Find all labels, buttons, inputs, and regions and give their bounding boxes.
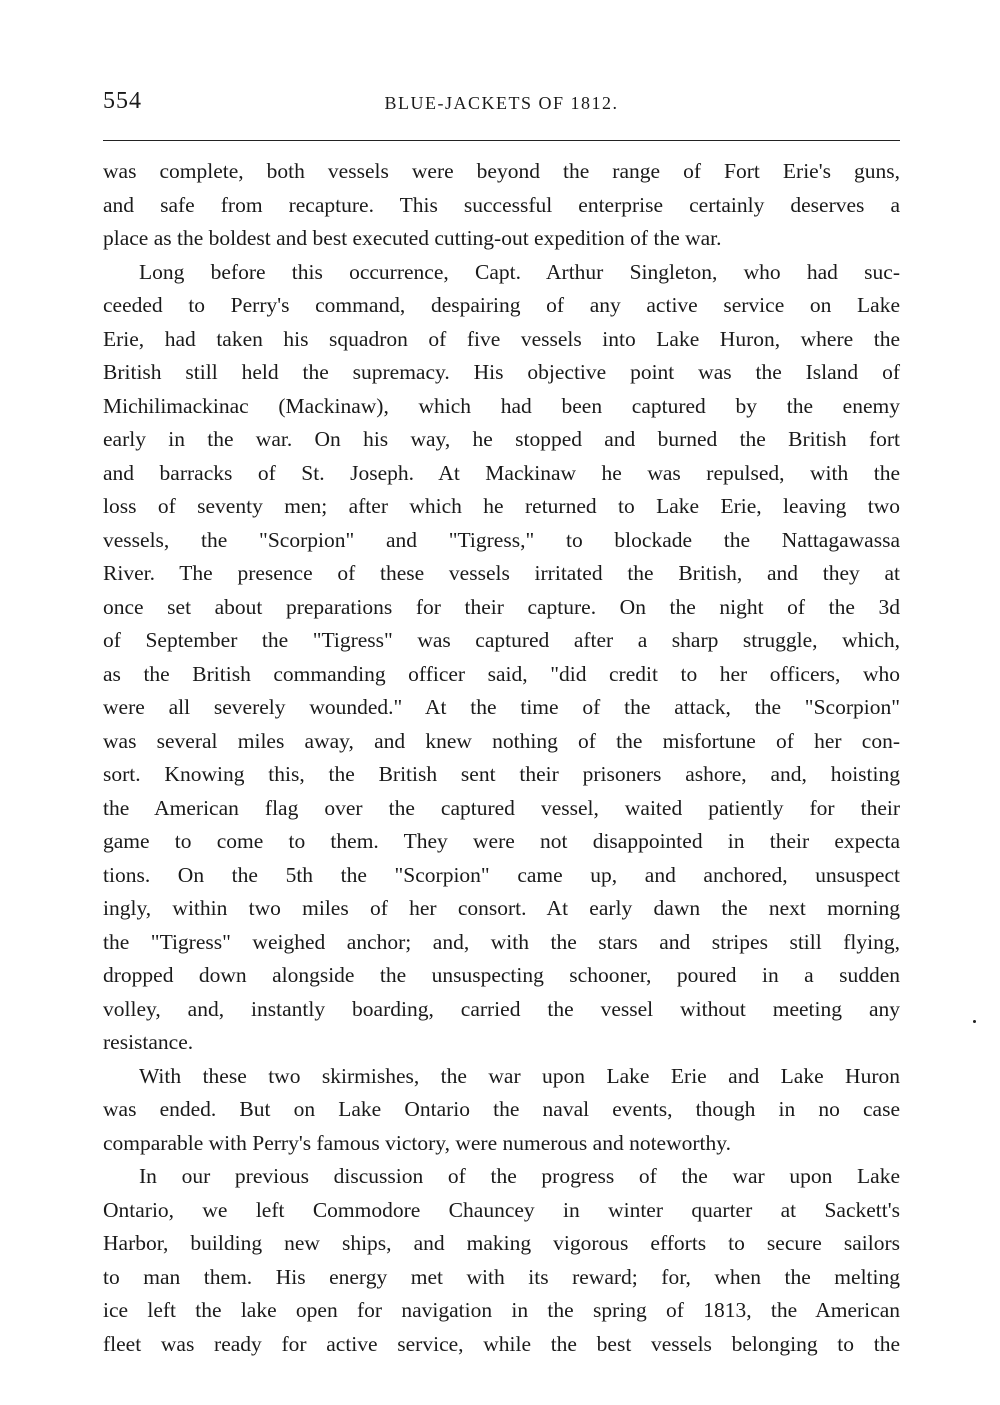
page-number: 554 (103, 88, 142, 114)
text-line: were all severely wounded." At the time of the attack, the "Scorpion" (103, 695, 900, 719)
text-line: resistance. (103, 1030, 194, 1054)
text-line: British still held the supremacy. His objective point was the Island of (103, 360, 900, 384)
text-line: tions. On the 5th the "Scorpion" came up, and anchored, unsuspect (103, 862, 900, 887)
text-line: sort. Knowing this, the British sent their prisoners ashore, and, hoisting (103, 762, 900, 786)
paragraph (103, 1160, 900, 1361)
text-line: Harbor, building new ships, and making vigorous efforts to secure sailors (103, 1231, 900, 1255)
text-line: Erie, had taken his squadron of five vessels into Lake Huron, where the (103, 326, 900, 351)
text-line: once set about preparations for their capture. On the night of the 3d (103, 594, 900, 619)
text-line: and safe from recapture. This successful enterprise certainly deserves a (103, 192, 900, 217)
text-line: ice left the lake open for navigation in the spring of 1813, the American (103, 1298, 900, 1322)
text-line: Ontario, we left Commodore Chauncey in winter quarter at Sackett's (103, 1197, 900, 1222)
text-line: ceeded to Perry's command, despairing of any active service on Lake (103, 293, 900, 317)
text-line: vessels, the "Scorpion" and "Tigress," to blockade the Nattagawassa (103, 527, 900, 552)
text-line: game to come to them. They were not disappointed in their expecta (103, 829, 900, 853)
text-line: was several miles away, and knew nothing of the misfortune of her con- (103, 728, 900, 753)
text-line: was ended. But on Lake Ontario the naval events, though in no case (103, 1097, 900, 1121)
text-line: of September the "Tigress" was captured after a sharp struggle, which, (103, 628, 900, 652)
text-line: River. The presence of these vessels irritated the British, and they at (103, 561, 900, 585)
body-text (103, 155, 900, 1361)
text-line: Michilimackinac (Mackinaw), which had been captured by the enemy (103, 393, 900, 418)
paragraph (103, 1060, 900, 1161)
text-line: as the British commanding officer said, "did credit to her officers, who (103, 661, 900, 686)
text-line: and barracks of St. Joseph. At Mackinaw he was repulsed, with the (103, 460, 900, 485)
paragraph (103, 155, 900, 256)
paragraph (103, 256, 900, 1060)
text-line: volley, and, instantly boarding, carried the vessel without meeting any (103, 996, 900, 1021)
text-line: With these two skirmishes, the war upon Lake Erie and Lake Huron (139, 1063, 900, 1088)
text-line: to man them. His energy met with its reward; for, when the melting (103, 1264, 900, 1289)
text-line: place as the boldest and best executed cutting-out expedition of the war. (103, 226, 722, 250)
text-line: comparable with Perry's famous victory, were numerous and noteworthy. (103, 1130, 731, 1155)
text-line: Long before this occurrence, Capt. Arthur Singleton, who had suc- (139, 259, 900, 284)
text-line: the "Tigress" weighed anchor; and, with the stars and stripes still flying, (103, 929, 900, 954)
text-line: early in the war. On his way, he stopped and burned the British fort (103, 427, 900, 451)
header-rule (103, 140, 900, 141)
running-head: BLUE-JACKETS OF 1812. (384, 93, 619, 113)
text-line: In our previous discussion of the progress of the war upon Lake (139, 1164, 900, 1188)
text-line: the American flag over the captured vessel, waited patiently for their (103, 795, 900, 820)
text-line: fleet was ready for active service, while the best vessels belonging to the (103, 1331, 900, 1356)
text-line: ingly, within two miles of her consort. At early dawn the next morning (103, 896, 900, 920)
text-line: loss of seventy men; after which he returned to Lake Erie, leaving two (103, 494, 900, 518)
text-line: dropped down alongside the unsuspecting schooner, poured in a sudden (103, 963, 900, 987)
page-header (103, 88, 900, 124)
print-speck (973, 1020, 976, 1023)
text-line: was complete, both vessels were beyond the range of Fort Erie's guns, (103, 159, 900, 183)
